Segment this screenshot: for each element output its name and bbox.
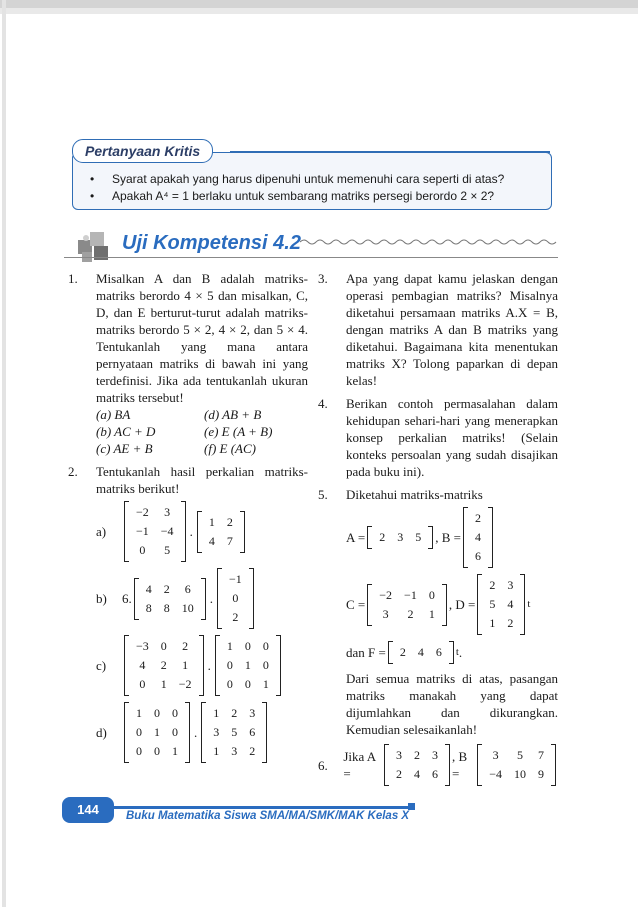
matrix-entry: 0 bbox=[244, 639, 251, 653]
matrix-entry: −1 bbox=[136, 524, 149, 538]
matrix-entry: 4 bbox=[208, 533, 215, 548]
matrix-entry: 1 bbox=[136, 706, 142, 720]
matrix-entry: 0 bbox=[139, 677, 146, 691]
matrix-entry: 0 bbox=[244, 677, 251, 691]
page-number: 144 bbox=[62, 797, 114, 823]
matrix-label: dan F = bbox=[346, 645, 386, 660]
dot-operator: . bbox=[194, 725, 198, 740]
matrix-entry: −1 bbox=[229, 572, 242, 586]
top-band bbox=[0, 0, 638, 8]
matrix-entry: 0 bbox=[136, 744, 142, 758]
matrix-entry: 2 bbox=[475, 511, 482, 525]
matrix-grid bbox=[221, 637, 275, 694]
matrix-entry: 2 bbox=[160, 658, 167, 672]
matrix-entry: 3 bbox=[164, 505, 171, 519]
matrix bbox=[388, 641, 454, 664]
matrix-entry: 6 bbox=[249, 725, 256, 739]
question-text: Apa yang dapat kamu jelaskan dengan operasi pembagian matriks? Misalnya diketahui persamaan matriks A.X = B, dengan matriks A dan B matriks yang diketahui. Bagaimana kita menentukan matriks X? Tolong paparkan di depan kelas! bbox=[346, 271, 558, 388]
matrix-label: , D = bbox=[448, 597, 476, 612]
matrix-entry: 4 bbox=[413, 767, 420, 781]
dot-operator: . bbox=[189, 524, 193, 539]
question-text: Diketahui matriks-matriks bbox=[346, 487, 483, 502]
matrix-grid bbox=[373, 586, 441, 624]
matrix-product-d bbox=[96, 702, 308, 763]
matrix-entry: 6 bbox=[435, 645, 442, 659]
question-6 bbox=[318, 744, 558, 786]
question-number: 6. bbox=[318, 757, 328, 773]
matrix-entry: −4 bbox=[489, 767, 502, 781]
transpose-mark: t bbox=[527, 598, 531, 610]
right-column bbox=[318, 270, 558, 792]
matrix-entry: 6 bbox=[431, 767, 438, 781]
matrix-grid bbox=[223, 570, 248, 627]
section-rule bbox=[64, 257, 558, 258]
section-title: Uji Kompetensi 4.2 bbox=[122, 232, 301, 254]
matrix-entry: 8 bbox=[145, 600, 152, 615]
question-number: 2. bbox=[68, 464, 78, 479]
option: (f) E (AC) bbox=[204, 441, 256, 456]
matrix-entry: 0 bbox=[226, 677, 233, 691]
matrix-entry: 7 bbox=[226, 533, 233, 548]
matrix-entry: 1 bbox=[226, 639, 233, 653]
matrix-entry: 6 bbox=[184, 581, 191, 596]
matrix-entry: 5 bbox=[164, 543, 171, 557]
matrix-product-b bbox=[96, 568, 308, 629]
dot-operator: . bbox=[207, 658, 211, 673]
matrix bbox=[477, 574, 525, 635]
option: (c) AE + B bbox=[96, 441, 153, 456]
matrix-entry: 3 bbox=[382, 606, 389, 621]
matrix-entry: 0 bbox=[428, 587, 435, 602]
matrix-entry: 4 bbox=[507, 597, 514, 611]
matrix-entry: 2 bbox=[182, 639, 189, 653]
option: (d) AB + B bbox=[204, 407, 262, 422]
matrix-entry: 0 bbox=[262, 658, 269, 672]
matrix-entry: 3 bbox=[249, 706, 256, 720]
matrix-entry: 1 bbox=[489, 616, 496, 630]
matrix bbox=[134, 578, 206, 620]
top-band-light bbox=[0, 8, 638, 14]
matrix-entry: 3 bbox=[213, 725, 220, 739]
matrix-label: C = bbox=[346, 597, 366, 612]
matrix-entry: 2 bbox=[232, 610, 239, 624]
question-text: Tentukanlah hasil perkalian matriks-matriks berikut! bbox=[96, 464, 308, 496]
question-1 bbox=[68, 270, 308, 457]
matrix-entry: 0 bbox=[154, 744, 160, 758]
item-label: a) bbox=[96, 524, 107, 539]
matrix bbox=[217, 568, 254, 629]
matrix-entry: 3 bbox=[431, 748, 438, 762]
matrix bbox=[201, 702, 267, 763]
matrix-entry: 5 bbox=[517, 748, 523, 762]
matrix-entry: 2 bbox=[399, 645, 406, 659]
matrix-entry: 1 bbox=[244, 658, 251, 672]
matrix-entry: 10 bbox=[181, 600, 194, 615]
matrix bbox=[477, 744, 556, 786]
matrix-entry: 2 bbox=[507, 616, 514, 630]
matrix-entry: 5 bbox=[231, 725, 238, 739]
item-label: c) bbox=[96, 658, 107, 673]
footer-dot bbox=[408, 803, 415, 810]
matrix bbox=[367, 526, 433, 549]
decorative-wave bbox=[300, 238, 558, 246]
matrix-entry: 10 bbox=[514, 767, 526, 781]
matrix-entry: 2 bbox=[489, 578, 496, 592]
matrix-entry: 7 bbox=[538, 748, 544, 762]
dot-operator: . bbox=[209, 591, 213, 606]
question-text: Dari semua matriks di atas, pasangan matriks manakah yang dapat dijumlahkan dan dikurangkan. Kemudian selesaikanlah! bbox=[346, 671, 558, 737]
matrix-entry: 1 bbox=[213, 706, 220, 720]
matrix-entry: 8 bbox=[163, 600, 170, 615]
question-text: Berikan contoh permasalahan dalam kehidupan sehari-hari yang menerapkan konsep perkalian matriks! (Selain konteks persoalan yang sudah disajikan pada buku ini). bbox=[346, 396, 558, 479]
matrix-entry: 2 bbox=[249, 744, 256, 758]
matrix-entry: 4 bbox=[475, 530, 482, 544]
matrix-entry: −1 bbox=[404, 587, 417, 602]
question-3 bbox=[318, 270, 558, 389]
matrix-grid bbox=[140, 580, 200, 618]
puzzle-cubes-icon bbox=[74, 226, 114, 266]
matrix-definitions-ab bbox=[346, 507, 558, 568]
matrix-entry: 1 bbox=[213, 744, 220, 758]
matrix-grid bbox=[394, 643, 448, 662]
matrix-entry: 0 bbox=[172, 706, 178, 720]
matrix-entry: 3 bbox=[397, 530, 404, 544]
matrix-entry: 0 bbox=[139, 543, 146, 557]
matrix-entry: 1 bbox=[182, 658, 189, 672]
matrix-entry: 1 bbox=[262, 677, 269, 691]
matrix-entry: 0 bbox=[226, 658, 233, 672]
matrix-entry: 5 bbox=[415, 530, 422, 544]
matrix-entry: 0 bbox=[172, 725, 178, 739]
scalar: 6. bbox=[122, 591, 132, 606]
matrix-entry: 2 bbox=[413, 748, 420, 762]
left-column bbox=[68, 270, 308, 769]
book-title: Buku Matematika Siswa SMA/MA/SMK/MAK Kelas X bbox=[126, 810, 410, 822]
question-number: 1. bbox=[68, 271, 78, 286]
matrix-entry: 3 bbox=[231, 744, 238, 758]
matrix-entry: 5 bbox=[489, 597, 496, 611]
matrix-entry: 1 bbox=[208, 514, 215, 529]
matrix bbox=[463, 507, 493, 568]
matrix-product-a bbox=[96, 501, 308, 562]
left-edge-line bbox=[2, 0, 6, 907]
matrix-entry: 2 bbox=[407, 606, 414, 621]
footer-rule bbox=[114, 806, 410, 809]
question-options bbox=[96, 406, 308, 457]
matrix-entry: 2 bbox=[231, 706, 238, 720]
matrix bbox=[367, 584, 447, 626]
question-5-ending bbox=[318, 670, 558, 738]
matrix bbox=[197, 511, 245, 553]
matrix-product-c bbox=[96, 635, 308, 696]
matrix-entry: −4 bbox=[160, 524, 174, 538]
question-number: 3. bbox=[318, 271, 328, 286]
option: (e) E (A + B) bbox=[204, 424, 273, 439]
question-2 bbox=[68, 463, 308, 497]
matrix-entry: 3 bbox=[507, 578, 514, 592]
matrix-grid bbox=[130, 704, 184, 761]
matrix-label: , B = bbox=[451, 749, 468, 781]
period: . bbox=[458, 645, 463, 660]
matrix-entry: 6 bbox=[475, 549, 482, 563]
question-number: 4. bbox=[318, 396, 328, 411]
matrix bbox=[215, 635, 281, 696]
matrix-entry: −3 bbox=[136, 639, 149, 653]
matrix-entry: 9 bbox=[538, 767, 544, 781]
matrix bbox=[384, 744, 450, 786]
critical-questions-rule bbox=[230, 151, 550, 153]
matrix-entry: 1 bbox=[154, 725, 160, 739]
matrix-label: A = bbox=[346, 530, 366, 545]
critical-question-item: • Apakah A⁴ = 1 berlaku untuk sembarang matriks persegi berordo 2 × 2? bbox=[90, 188, 550, 205]
option: (b) AC + D bbox=[96, 424, 156, 439]
matrix-entry: 2 bbox=[226, 514, 233, 529]
matrix-grid bbox=[469, 509, 487, 566]
matrix bbox=[124, 635, 204, 696]
matrix-grid bbox=[373, 528, 427, 547]
matrix-entry: −2 bbox=[379, 587, 393, 602]
matrix-label: , B = bbox=[435, 530, 462, 545]
matrix-grid bbox=[390, 746, 444, 784]
matrix-definitions-cd bbox=[346, 574, 558, 635]
matrix-definition-f bbox=[346, 641, 558, 664]
item-label: d) bbox=[96, 725, 107, 740]
matrix-entry: 1 bbox=[160, 677, 167, 691]
critical-questions-list bbox=[90, 171, 550, 205]
matrix-entry: 0 bbox=[136, 725, 142, 739]
matrix-grid bbox=[203, 513, 239, 551]
critical-question-item: • Syarat apakah yang harus dipenuhi untuk memenuhi cara seperti di atas? bbox=[90, 171, 550, 188]
question-text: Jika A = bbox=[343, 749, 376, 781]
matrix bbox=[124, 702, 190, 763]
matrix-entry: 2 bbox=[395, 767, 402, 781]
matrix-entry: 0 bbox=[262, 639, 269, 653]
question-4 bbox=[318, 395, 558, 480]
matrix-grid bbox=[130, 637, 198, 694]
matrix-entry: 3 bbox=[492, 748, 499, 762]
matrix-entry: 2 bbox=[163, 581, 170, 596]
matrix-entry: 1 bbox=[172, 744, 178, 758]
matrix-entry: 0 bbox=[160, 639, 167, 653]
matrix-entry: 2 bbox=[379, 530, 386, 544]
matrix-entry: 1 bbox=[428, 606, 435, 621]
matrix-entry: 4 bbox=[145, 581, 152, 596]
matrix-entry: 0 bbox=[154, 706, 160, 720]
matrix-grid bbox=[207, 704, 261, 761]
matrix-entry: 4 bbox=[139, 658, 146, 672]
question-number: 5. bbox=[318, 487, 328, 502]
matrix-entry: 3 bbox=[395, 748, 402, 762]
matrix-entry: 0 bbox=[232, 591, 239, 605]
transpose-mark: t bbox=[455, 646, 459, 658]
matrix-grid bbox=[483, 576, 519, 633]
option: (a) BA bbox=[96, 407, 131, 422]
critical-questions-title: Pertanyaan Kritis bbox=[72, 139, 213, 163]
matrix-grid bbox=[130, 503, 180, 560]
question-text: Misalkan A dan B adalah matriks-matriks berordo 4 × 5 dan misalkan, C, D, dan E berturut-turut adalah matriks-matriks berordo 5 × 2, 4 × 2, dan 5 × 4. Tentukanlah yang mana antara pernyataan matriks di bawah ini yang terdefinisi. Jika ada tentukanlah ukuran matriks tersebut! bbox=[96, 271, 308, 405]
matrix-entry: −2 bbox=[178, 677, 192, 691]
matrix-entry: −2 bbox=[136, 505, 149, 519]
matrix-grid bbox=[483, 746, 550, 784]
question-5 bbox=[318, 486, 558, 503]
matrix-entry: 4 bbox=[417, 645, 424, 659]
item-label: b) bbox=[96, 591, 107, 606]
matrix bbox=[124, 501, 186, 562]
